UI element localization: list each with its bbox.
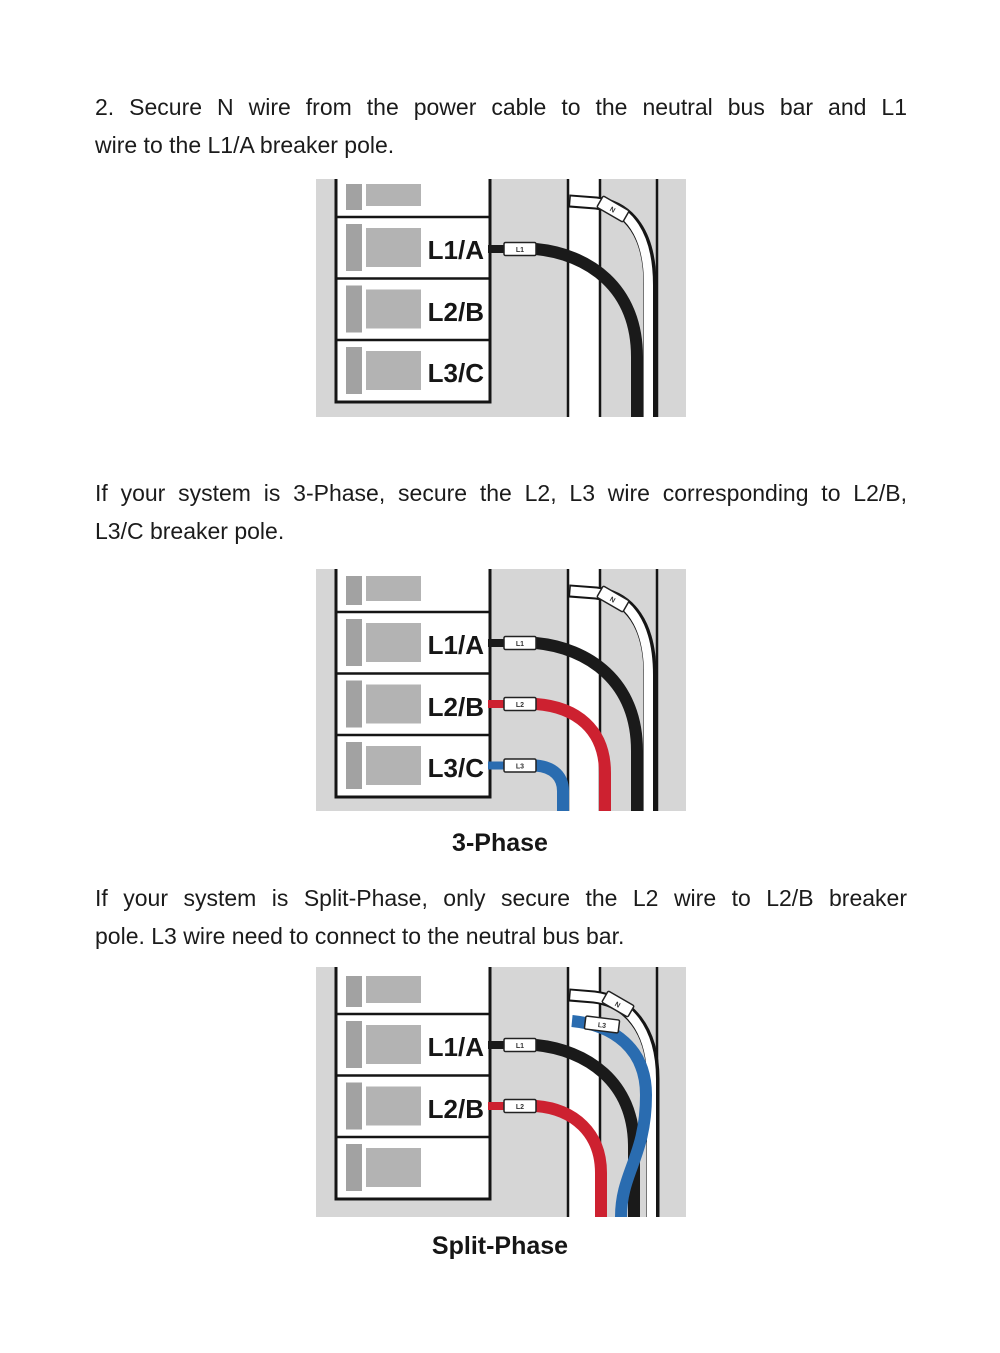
- breaker-label-l3c: L3/C: [427, 358, 484, 388]
- bus-bar-channel: [568, 179, 600, 417]
- svg-text:N: N: [613, 1001, 622, 1010]
- svg-text:L3: L3: [597, 1022, 607, 1030]
- three-phase-caption: 3-Phase: [452, 829, 548, 857]
- split-phase-line2: pole. L3 wire need to connect to the neutral bus bar.: [95, 923, 625, 949]
- breaker-label-l2b: L2/B: [427, 1094, 484, 1124]
- split-phase-line1: If your system is Split-Phase, only secure the L2 wire to L2/B breaker: [95, 885, 907, 911]
- svg-text:L1: L1: [515, 641, 525, 648]
- breaker-label-l1a: L1/A: [427, 630, 484, 660]
- three-phase-paragraph: [95, 474, 907, 550]
- split-phase-paragraph: [95, 879, 907, 955]
- wiring-diagram-basic: [316, 179, 686, 417]
- svg-text:L1: L1: [515, 247, 525, 254]
- breaker-label-l1a: L1/A: [427, 1032, 484, 1062]
- svg-text:L2: L2: [515, 1104, 525, 1111]
- three-phase-line1: If your system is 3-Phase, secure the L2, L3 wire corresponding to L2/B,: [95, 480, 907, 506]
- wire-marker-l2: [504, 698, 536, 711]
- wire-marker-l1: [504, 243, 536, 256]
- step2-paragraph: [95, 88, 907, 164]
- breaker-label-l2b: L2/B: [427, 297, 484, 327]
- split-phase-caption: Split-Phase: [431, 1232, 569, 1260]
- breaker-label-l2b: L2/B: [427, 692, 484, 722]
- svg-text:N: N: [608, 596, 617, 605]
- wiring-diagram-splitphase: [316, 967, 686, 1217]
- wire-marker-l3: [504, 759, 536, 772]
- wire-marker-l1: [504, 637, 536, 650]
- step2-line2: wire to the L1/A breaker pole.: [95, 132, 395, 158]
- wire-marker-l1: [504, 1039, 536, 1052]
- svg-text:L1: L1: [515, 1043, 525, 1050]
- wiring-diagram-3phase: [316, 569, 686, 811]
- svg-text:L2: L2: [515, 702, 525, 709]
- breaker-label-l1a: L1/A: [427, 235, 484, 265]
- breaker-label-l3c: L3/C: [427, 753, 484, 783]
- svg-text:L3: L3: [515, 763, 525, 771]
- bus-bar-channel: [568, 569, 600, 811]
- svg-text:N: N: [608, 206, 617, 215]
- three-phase-line2: L3/C breaker pole.: [95, 518, 285, 544]
- wire-marker-l2: [504, 1100, 536, 1113]
- step2-line1: 2. Secure N wire from the power cable to the neutral bus bar and L1: [95, 94, 907, 120]
